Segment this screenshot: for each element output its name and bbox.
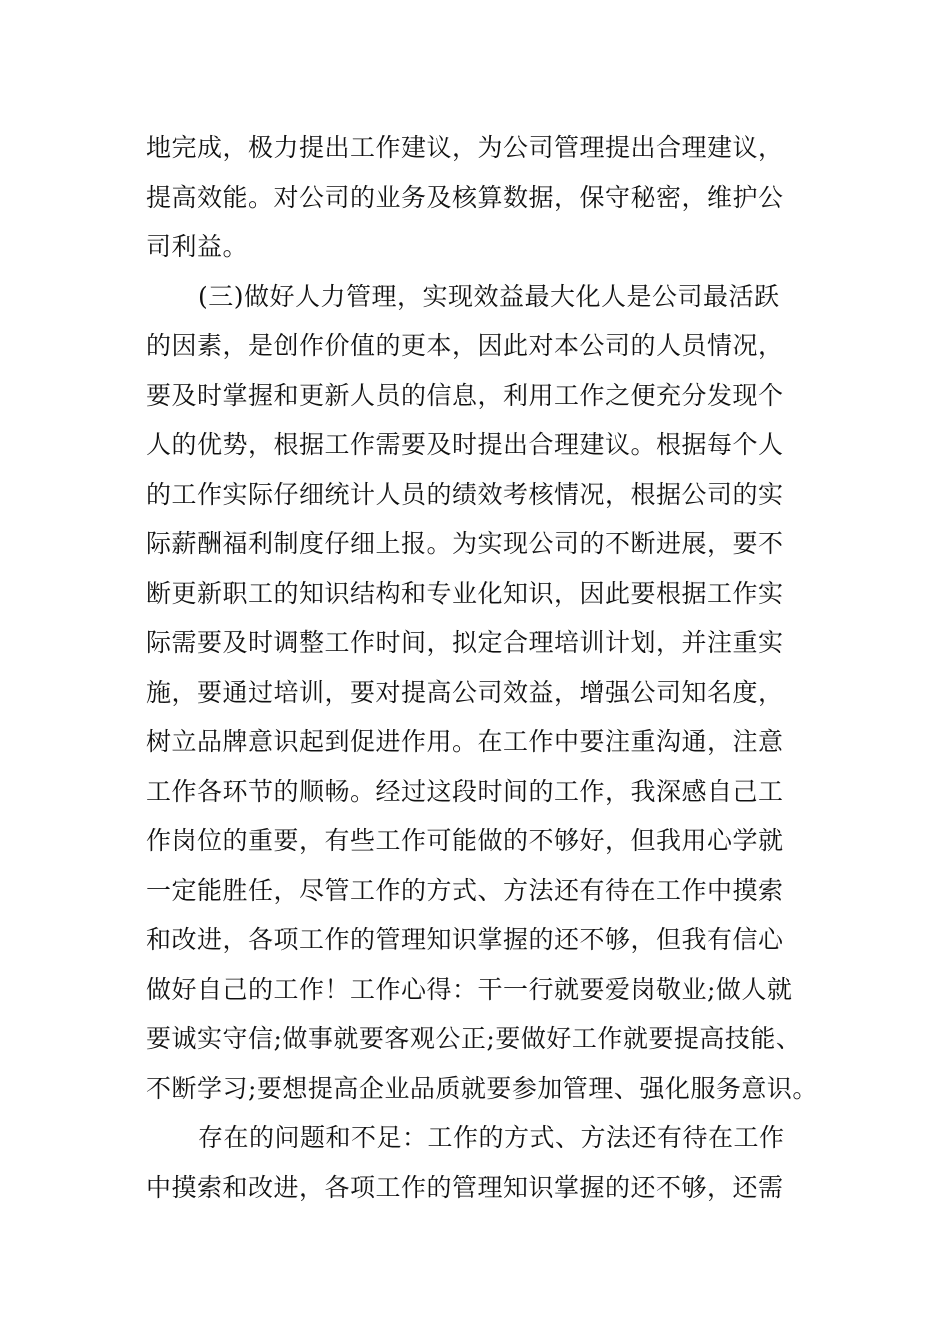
paragraph-line: 的工作实际仔细统计人员的绩效考核情况，根据公司的实 <box>146 479 784 509</box>
paragraph-line: 地完成，极力提出工作建议，为公司管理提出合理建议， <box>146 133 784 162</box>
paragraph-line: 树立品牌意识起到促进作用。在工作中要注重沟通，注意 <box>146 727 784 756</box>
paragraph-line: 做好自己的工作！工作心得：干一行就要爱岗敬业;做人就 <box>146 974 793 1004</box>
paragraph-line: 际需要及时调整工作时间，拟定合理培训计划，并注重实 <box>146 628 784 657</box>
paragraph-line: 一定能胜任，尽管工作的方式、方法还有待在工作中摸索 <box>146 875 784 905</box>
paragraph-line: 工作各环节的顺畅。经过这段时间的工作，我深感自己工 <box>146 776 784 806</box>
document-body <box>146 123 826 1212</box>
paragraph-line: 要及时掌握和更新人员的信息，利用工作之便充分发现个 <box>146 380 784 410</box>
paragraph-line: 要诚实守信;做事就要客观公正;要做好工作就要提高技能、 <box>146 1024 802 1053</box>
paragraph-line: 不断学习;要想提高企业品质就要参加管理、强化服务意识。 <box>146 1073 818 1103</box>
paragraph-line: 施，要通过培训，要对提高公司效益，增强公司知名度， <box>146 677 784 707</box>
paragraph-line: (三)做好人力管理，实现效益最大化人是公司最活跃 <box>198 281 780 311</box>
paragraph-line: 提高效能。对公司的业务及核算数据，保守秘密，维护公 <box>146 182 784 212</box>
paragraph-line: 存在的问题和不足：工作的方式、方法还有待在工作 <box>198 1123 785 1152</box>
paragraph-line: 人的优势，根据工作需要及时提出合理建议。根据每个人 <box>146 430 784 459</box>
paragraph-line: 的因素，是创作价值的更本，因此对本公司的人员情况， <box>146 331 784 360</box>
paragraph-line: 作岗位的重要，有些工作可能做的不够好，但我用心学就 <box>146 826 784 855</box>
paragraph-line: 和改进，各项工作的管理知识掌握的还不够，但我有信心 <box>146 925 784 954</box>
paragraph-line: 断更新职工的知识结构和专业化知识，因此要根据工作实 <box>146 578 784 608</box>
paragraph-line: 际薪酬福利制度仔细上报。为实现公司的不断进展，要不 <box>146 529 784 558</box>
paragraph-line: 司利益。 <box>146 232 249 261</box>
paragraph-line: 中摸索和改进，各项工作的管理知识掌握的还不够，还需 <box>146 1172 784 1202</box>
